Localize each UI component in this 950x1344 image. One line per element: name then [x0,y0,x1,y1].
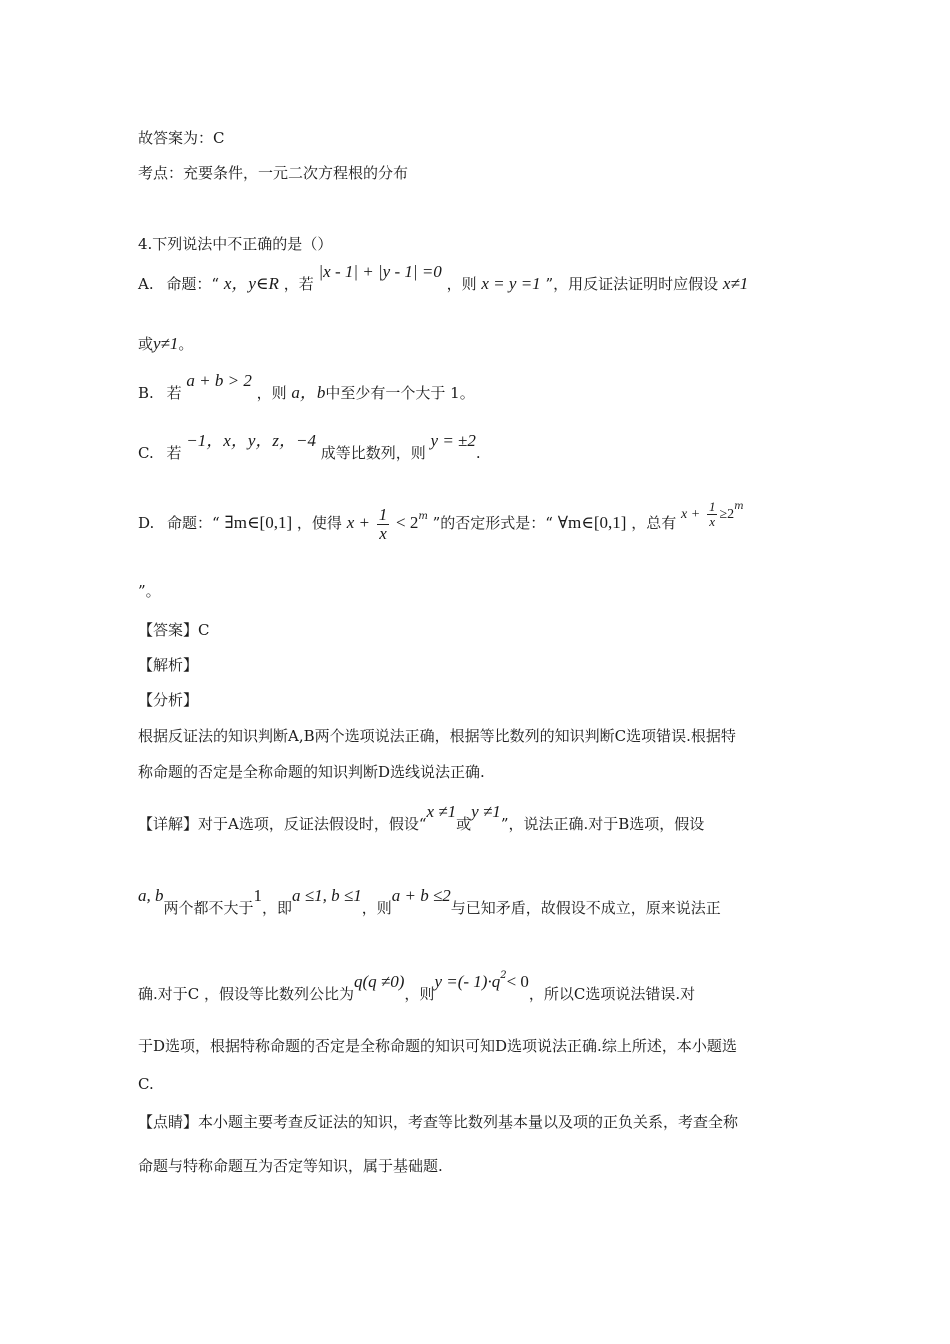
option-d [138,498,744,546]
option-d-rhs-expression [681,493,744,536]
answer-line: 【答案】C [138,621,210,639]
option-a-label: A. [138,275,154,293]
option-d-text-4: ，总有 [631,514,677,532]
option-a-prefix: 命题：“ [166,275,220,293]
xiangjie-l2-text-3: ，则 [361,899,392,917]
xiangjie-l1-text-3: ”，说法正确.对于B选项，假设 [500,815,705,833]
option-c-text-2: 成等比数列，则 [320,444,426,462]
xiangjie-l2-math-2: 1 [253,886,263,905]
xiangjie-l3-math-3: < 0 [506,972,529,991]
option-a-cont-text: 或 [138,335,154,353]
option-d-text-3: ”的否定形式是：“ [432,514,553,532]
xiangjie-l3-math-2: y =(- 1)·q [434,972,501,991]
fraction-numerator-2: 1 [708,498,716,514]
fenxi-line-1: 根据反证法的知识判断A,B两个选项说法正确，根据等比数列的知识判断C选项错误.根据特 [138,727,736,745]
xiangjie-line-5: C. [138,1075,154,1093]
fraction-denominator: x [379,523,387,543]
option-a-text-2: ，则 [446,275,477,293]
jiexi-heading: 【解析】 [138,656,199,674]
option-d-exponent-1: m [418,511,428,522]
xiangjie-l1-text-1: 【详解】对于A选项，反证法假设时，假设“ [138,815,427,833]
option-b-text-3: 中至少有一个大于 1。 [325,384,475,402]
xiangjie-line-1 [138,802,705,835]
option-a-math-4: x≠1 [722,274,749,293]
option-b-math-2: a，b [291,383,326,402]
option-d-label: D. [138,514,155,532]
question-stem: 4.下列说法中不正确的是（） [138,235,333,253]
xiangjie-l3-math-1: q(q ≠0) [354,972,405,991]
option-d-text-1: 命题：“ [167,514,220,532]
option-d-exponent-2: m [734,501,744,512]
option-d-frac-lhs: x + [346,513,370,532]
xiangjie-line-4: 于D选项，根据特称命题的否定是全称命题的知识可知D选项说法正确.综上所述，本小题选 [138,1037,737,1055]
xiangjie-l2-text-1: 两个都不大于 [163,899,254,917]
xiangjie-l2-math-3: a ≤1, b ≤1 [292,886,362,905]
previous-kaodian: 考点：充要条件，一元二次方程根的分布 [138,164,409,182]
option-c-text-3: . [475,444,481,462]
option-a-math-2: |x - 1| + |y - 1| =0 [318,262,442,281]
option-d-relation-2: ≥2 [719,507,735,522]
xiangjie-l3-exponent: 2 [500,970,507,981]
xiangjie-l2-text-2: ，即 [262,899,293,917]
fraction-denominator-2: x [709,513,716,529]
xiangjie-l1-math-2: y ≠1 [471,802,501,821]
option-a-math-3: x = y =1 [481,274,541,293]
option-b [138,371,475,404]
option-a-cont-math: y≠1 [153,334,179,353]
fraction-numerator: 1 [378,504,388,524]
option-b-text-2: ，则 [256,384,287,402]
xiangjie-l3-text-1: 确.对于C ，假设等比数列公比为 [138,985,355,1003]
xiangjie-l2-math-4: a + b ≤2 [391,886,451,905]
option-c [138,431,481,464]
option-c-label: C. [138,444,154,462]
option-c-math-1: −1，x，y，z，−4 [186,431,316,450]
option-b-text-1: 若 [166,384,182,402]
option-a-math-1: x，y∈R [223,274,279,293]
option-a-cont-end: 。 [178,335,194,353]
option-d-continuation: ”。 [138,582,161,600]
option-d-fraction-2 [707,500,718,529]
xiangjie-l1-math-1: x ≠1 [426,802,457,821]
fenxi-heading: 【分析】 [138,691,199,709]
previous-answer: 故答案为：C [138,129,225,147]
xiangjie-l2-math-1: a, b [138,886,164,905]
option-d-fraction [377,506,390,543]
fenxi-line-2: 称命题的否定是全称命题的知识判断D选线说法正确. [138,763,485,781]
option-a-text-3: ”，用反证法证明时应假设 [545,275,719,293]
option-d-math-1: ∃m∈[0,1] [224,513,293,532]
xiangjie-l3-text-2: ，则 [404,985,435,1003]
xiangjie-line-2 [138,886,721,919]
dianjing-line-2: 命题与特称命题互为否定等知识，属于基础题. [138,1157,443,1175]
option-c-math-2: y = ±2 [430,431,476,450]
option-b-math-1: a + b > 2 [186,371,252,390]
option-d-math-2: ∀m∈[0,1] [557,513,627,532]
xiangjie-l3-text-3: ，所以C选项说法错误.对 [528,985,696,1003]
option-d-relation-1: < 2 [396,513,419,532]
option-a [138,262,749,295]
option-b-label: B. [138,384,154,402]
xiangjie-l1-text-2: 或 [456,815,472,833]
option-d-frac-lhs-2: x + [680,507,701,522]
option-d-text-2: ，使得 [296,514,342,532]
dianjing-line-1: 【点睛】本小题主要考查反证法的知识，考查等比数列基本量以及项的正负关系，考查全称 [138,1113,739,1131]
option-c-text-1: 若 [166,444,182,462]
xiangjie-l3-math-group [434,970,529,991]
option-a-continuation [138,333,193,355]
option-a-text-1: ，若 [283,275,314,293]
xiangjie-l2-text-4: 与已知矛盾，故假设不成立，原来说法正 [450,899,721,917]
